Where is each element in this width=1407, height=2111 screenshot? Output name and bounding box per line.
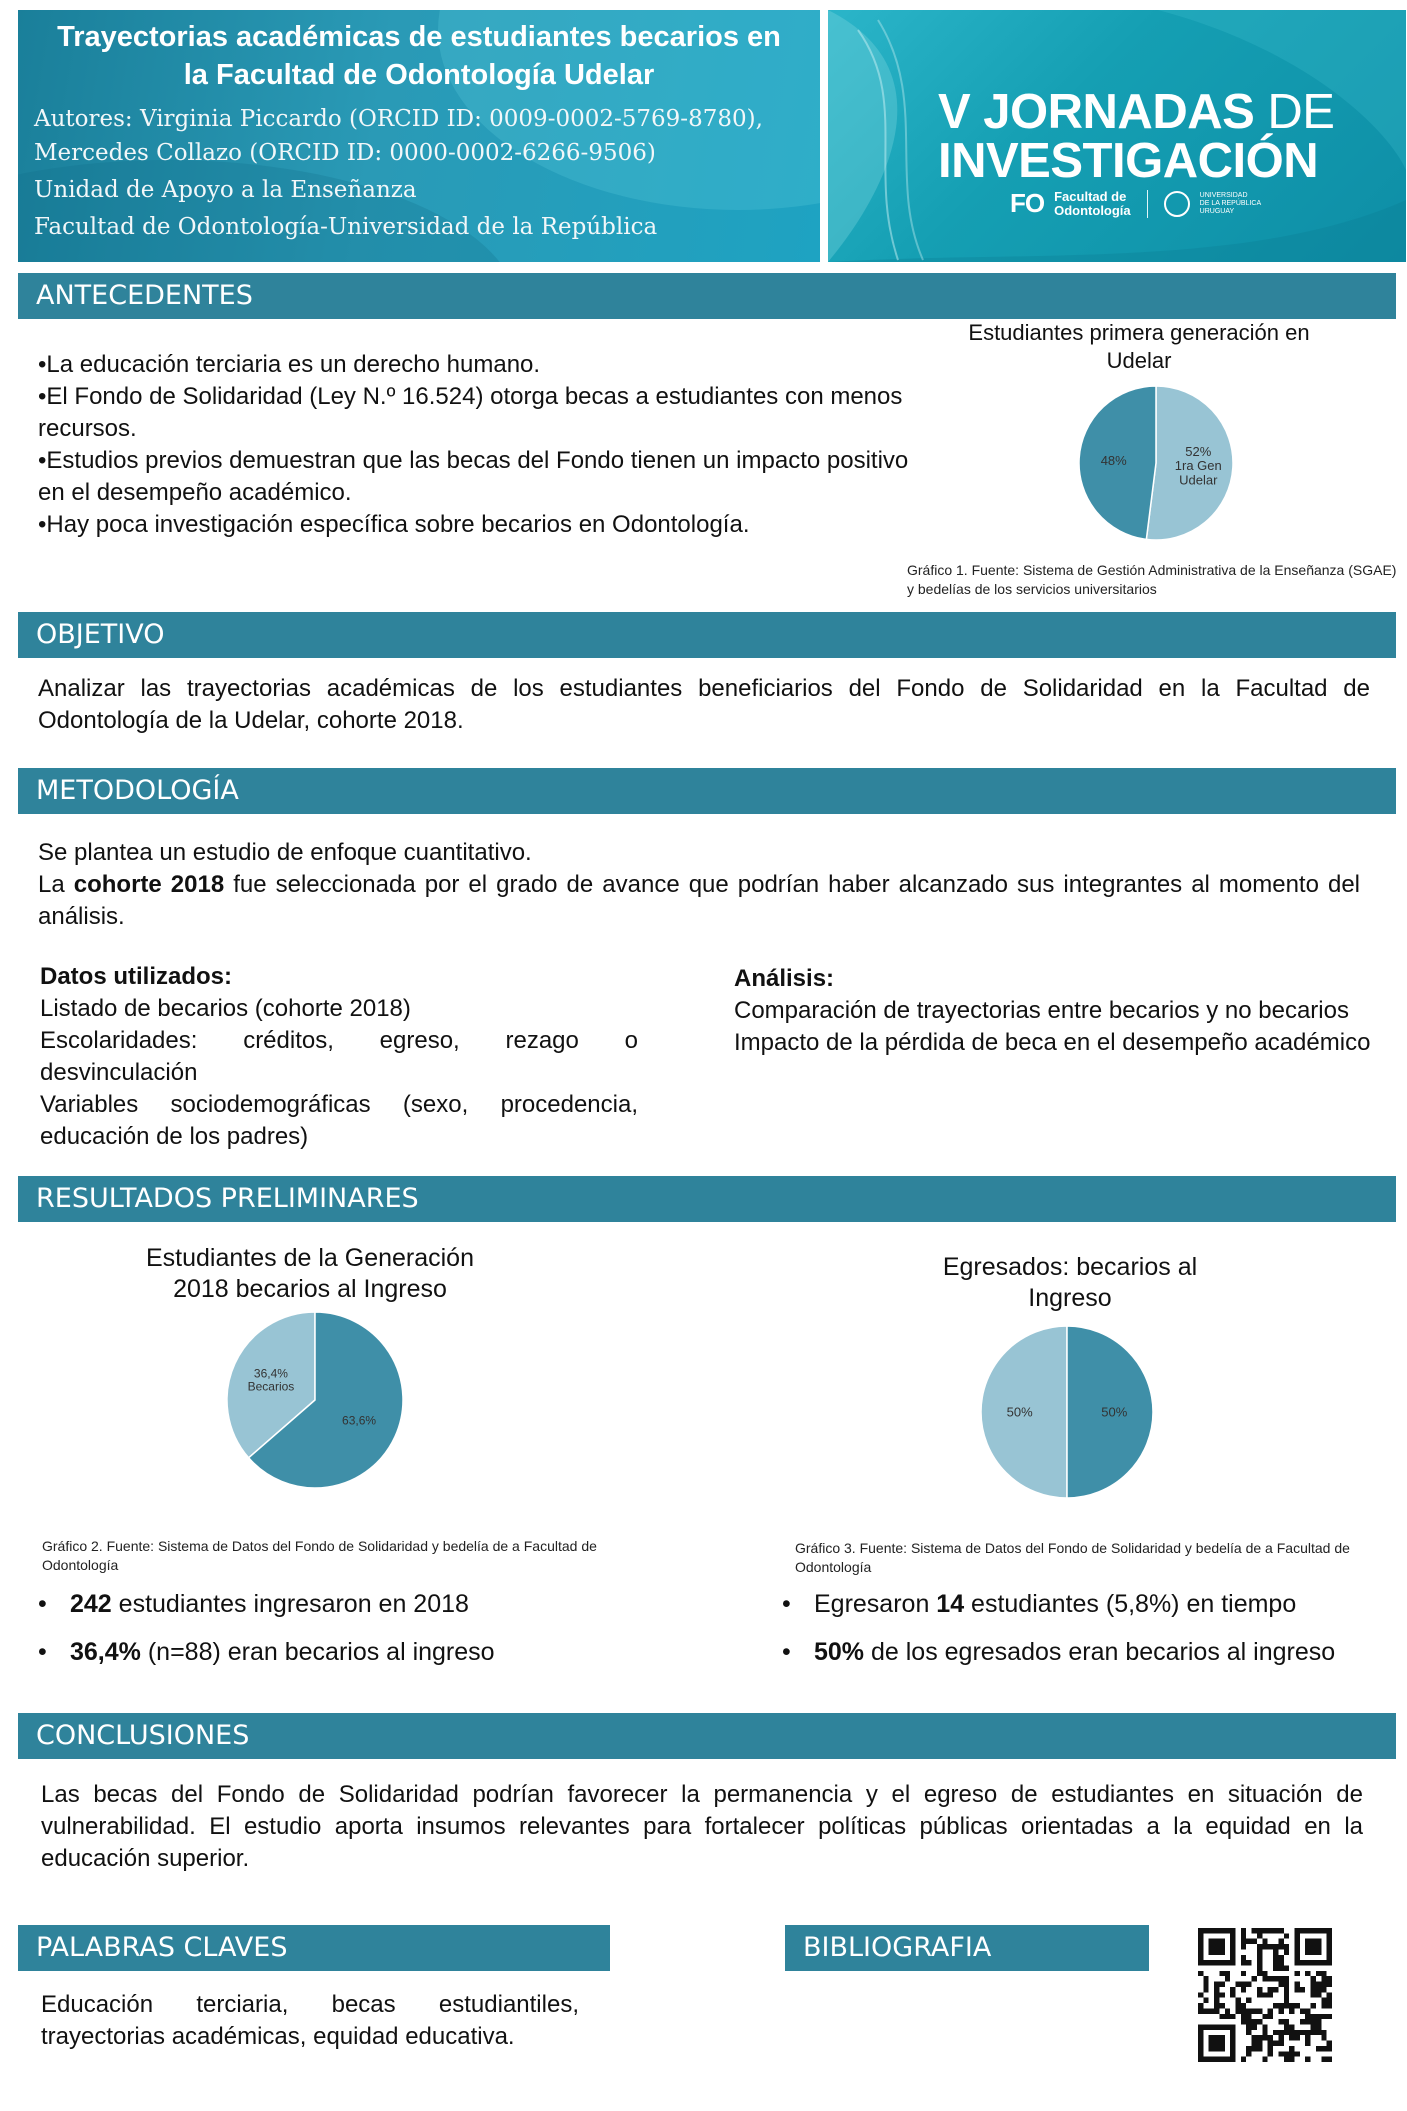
- list-item: Impacto de la pérdida de beca en el desempeño académico: [734, 1029, 1371, 1056]
- fo-text-line: Facultad de: [1054, 188, 1127, 204]
- pie-slice-label: 50%: [1006, 1404, 1033, 1420]
- conclusiones-text: Las becas del Fondo de Solidaridad podrían favorecer la permanencia y el egreso de estudiantes en situación de vulnerabilidad. El estudio aporta insumos relevantes para fortalecer políticas públicas orientadas a la equidad en la educación superior.: [41, 1781, 1363, 1872]
- authors-block: [34, 102, 820, 244]
- udelar-text-line: URUGUAY: [1199, 207, 1235, 215]
- list-item: •Estudios previos demuestran que las becas del Fondo tienen un impacto positivo en el desempeño académico.: [38, 447, 909, 506]
- result-number: 50%: [814, 1638, 865, 1666]
- result-number: 36,4%: [70, 1638, 141, 1666]
- datos-utilizados-block: [40, 961, 638, 1153]
- cohort-highlight: cohorte 2018: [73, 871, 225, 898]
- list-item: Listado de becarios (cohorte 2018): [40, 995, 411, 1022]
- pie-slice-label: 36,4% Becarios: [247, 1366, 295, 1394]
- chart2-title: Estudiantes de la Generación 2018 becarios al Ingreso: [146, 1244, 474, 1303]
- antecedentes-list: [38, 349, 934, 541]
- event-title-thin: DE: [1267, 85, 1335, 139]
- result-number: 242: [70, 1590, 112, 1618]
- institution-logos: [1010, 188, 1261, 219]
- chart3-caption: Gráfico 3. Fuente: Sistema de Datos del Fondo de Solidaridad y bedelía de a Facultad de Odontología: [795, 1540, 1350, 1575]
- event-title-line: V JORNADAS: [938, 85, 1268, 139]
- palabras-claves-text: Educación terciaria, becas estudiantiles, trayectorias académicas, equidad educativa.: [41, 1991, 579, 2050]
- list-item: •La educación terciaria es un derecho humano.: [38, 351, 541, 378]
- section-heading-palabras-claves: PALABRAS CLAVES: [18, 1925, 610, 1971]
- pie-slice-label: 48%: [1100, 452, 1127, 468]
- udelar-text-line: UNIVERSIDAD: [1199, 191, 1248, 199]
- title-line: la Facultad de Odontología Udelar: [183, 59, 655, 91]
- chart1-title: Estudiantes primera generación en Udelar: [968, 320, 1310, 373]
- resultados-right-bullets: [766, 1580, 1406, 1676]
- result-text: de los egresados eran becarios al ingreso: [864, 1638, 1336, 1666]
- result-number: 14: [936, 1590, 965, 1618]
- metodologia-line: Se plantea un estudio de enfoque cuantitativo.: [38, 839, 532, 866]
- udelar-text-line: DE LA REPÚBLICA: [1199, 199, 1262, 207]
- pie-slice-label: 52% 1ra Gen Udelar: [1174, 443, 1222, 488]
- metodologia-line: [38, 869, 1360, 933]
- event-title-line: INVESTIGACIÓN: [938, 134, 1319, 188]
- authors-line: Mercedes Collazo (ORCID ID: 0000-0002-6266-9506): [34, 140, 656, 166]
- chart1-caption: Gráfico 1. Fuente: Sistema de Gestión Administrativa de la Enseñanza (SGAE) y bedelías de los servicios universitarios: [907, 562, 1397, 597]
- fo-logo-text: [1054, 190, 1131, 218]
- section-heading-conclusiones: CONCLUSIONES: [18, 1713, 1396, 1759]
- section-heading-objetivo: OBJETIVO: [18, 612, 1396, 658]
- result-bullet: [766, 1628, 1406, 1676]
- text-span: fue seleccionada por el grado de avance que podrían haber alcanzado sus integrantes al momento del análisis.: [38, 871, 1360, 930]
- result-bullet: [22, 1628, 722, 1676]
- poster-title: [18, 18, 820, 94]
- chart2-caption: Gráfico 2. Fuente: Sistema de Datos del Fondo de Solidaridad y bedelía de a Facultad de Odontología: [42, 1538, 597, 1573]
- unit-line: Unidad de Apoyo a la Enseñanza: [34, 177, 417, 203]
- authors-line: Autores: Virginia Piccardo (ORCID ID: 0009-0002-5769-8780),: [34, 106, 763, 132]
- poster-header: [18, 10, 820, 262]
- chart1-pie: [1066, 373, 1246, 553]
- title-line: Trayectorias académicas de estudiantes becarios en: [57, 21, 781, 53]
- fo-logo: FO: [1010, 188, 1045, 218]
- logo-divider: [1147, 190, 1148, 218]
- text-span: La: [38, 871, 74, 898]
- analisis-title: Análisis:: [734, 965, 835, 992]
- result-text: Egresaron: [814, 1590, 937, 1618]
- metodologia-intro: [38, 837, 1360, 933]
- objetivo-text: Analizar las trayectorias académicas de los estudiantes beneficiarios del Fondo de Solidaridad en la Facultad de Odontología de la Udelar, cohorte 2018.: [38, 675, 1370, 734]
- udelar-logo-text: [1200, 192, 1261, 216]
- section-heading-resultados: RESULTADOS PRELIMINARES: [18, 1176, 1396, 1222]
- section-heading-antecedentes: ANTECEDENTES: [18, 273, 1396, 319]
- datos-title: Datos utilizados:: [40, 963, 233, 990]
- event-banner: [828, 10, 1406, 262]
- section-heading-metodologia: METODOLOGÍA: [18, 768, 1396, 814]
- fo-text-line: Odontología: [1054, 202, 1131, 218]
- pie-slice-label: 50%: [1101, 1404, 1128, 1420]
- section-heading-bibliografia: BIBLIOGRAFIA: [785, 1925, 1149, 1971]
- udelar-seal-icon: [1164, 191, 1190, 217]
- list-item: Comparación de trayectorias entre becarios y no becarios: [734, 997, 1349, 1024]
- result-text: (n=88) eran becarios al ingreso: [140, 1638, 495, 1666]
- list-item: •Hay poca investigación específica sobre becarios en Odontología.: [38, 511, 750, 538]
- result-bullet: [22, 1580, 722, 1628]
- event-title: [938, 85, 1335, 188]
- resultados-left-bullets: [22, 1580, 722, 1676]
- result-text: estudiantes (5,8%) en tiempo: [964, 1590, 1297, 1618]
- bibliography-qr-code[interactable]: [1198, 1928, 1332, 2062]
- list-item: •El Fondo de Solidaridad (Ley N.º 16.524) otorga becas a estudiantes con menos recursos.: [38, 383, 903, 442]
- result-text: estudiantes ingresaron en 2018: [111, 1590, 469, 1618]
- analisis-block: [734, 963, 1374, 1059]
- result-bullet: [766, 1580, 1406, 1628]
- faculty-line: Facultad de Odontología-Universidad de la República: [34, 214, 658, 240]
- chart3-title: Egresados: becarios al Ingreso: [942, 1253, 1198, 1312]
- pie-slice-label: 63,6%: [342, 1413, 377, 1428]
- chart3-pie: [977, 1322, 1157, 1502]
- list-item: Escolaridades: créditos, egreso, rezago o desvinculación: [40, 1027, 638, 1086]
- list-item: Variables sociodemográficas (sexo, procedencia, educación de los padres): [40, 1091, 638, 1150]
- chart2-pie: [225, 1310, 405, 1490]
